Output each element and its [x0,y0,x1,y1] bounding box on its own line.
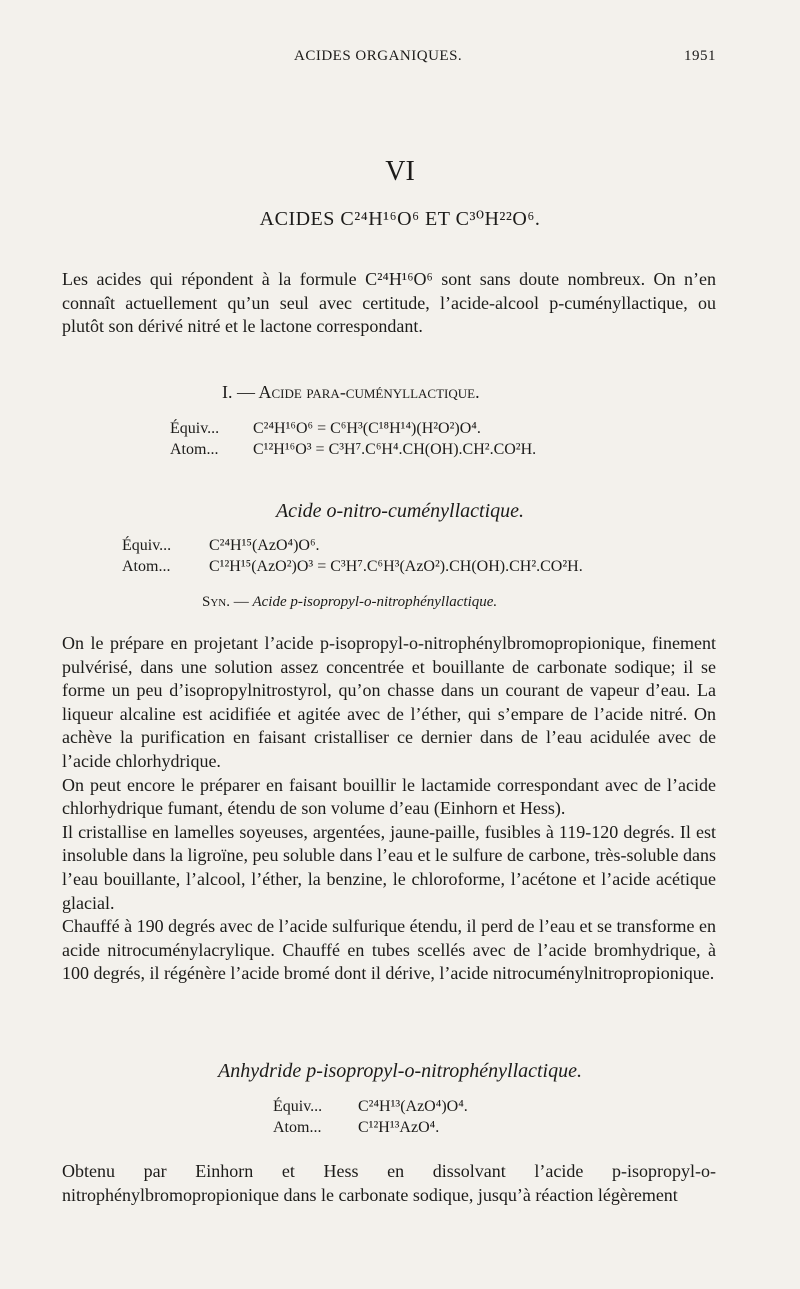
sub2-equiv-formula: C²⁴H¹⁵(AzO⁴)O⁶. [209,537,320,554]
sub1-equiv-formula: C²⁴H¹⁶O⁶ = C⁶H³(C¹⁸H¹⁴)(H²O²)O⁴. [253,420,481,437]
body-text [62,632,716,986]
intro-paragraph: Les acides qui répondent à la formule C²⁴H¹⁶O⁶ sont sans doute nombreux. On n’en connaît actuellement qu’un seul avec certitude, l’acide-alcool p-cuményllactique, ou plutôt son dérivé nitré et le lactone correspondant. [62,269,716,337]
sub3-equiv-label: Équiv... [273,1098,323,1115]
section-numeral: VI [385,156,415,187]
paragraph: On peut encore le préparer en faisant bouillir le lactamide correspondant avec de l’acide chlorhydrique fumant, étendu de son volume d’eau (Einhorn et Hess). [62,774,716,819]
synonym-line [202,594,497,611]
header-title: ACIDES ORGANIQUES. [294,48,463,64]
subsection-1-title: I. — Acide para-cuményllactique. [222,382,480,402]
sub3-atom-label: Atom... [273,1119,322,1136]
final-paragraph: Obtenu par Einhorn et Hess en dissolvant l’acide p-isopropyl-o-nitrophénylbromopropionique dans le carbonate sodique, jusqu’à réaction légèrement [62,1161,716,1205]
paragraph: Il cristallise en lamelles soyeuses, argentées, jaune-paille, fusibles à 119-120 degrés. Il est insoluble dans la ligroïne, peu soluble dans l’eau et le sulfure de carbone, très-soluble dans l’eau bouillante, l’alcool, l’éther, la benzine, le chloroforme, l’acétone et l’acide acétique glacial. [62,821,716,913]
sub2-atom-formula: C¹²H¹⁵(AzO²)O³ = C³H⁷.C⁶H³(AzO²).CH(OH).CH².CO²H. [209,558,583,575]
synonym-text: Acide p-isopropyl-o-nitrophényllactique. [252,594,498,610]
synonym-label: Syn. — [202,594,249,610]
sub1-equiv-label: Équiv... [170,420,220,437]
page-number: 1951 [684,48,716,64]
sub2-atom-label: Atom... [122,558,171,575]
sub1-atom-formula: C¹²H¹⁶O³ = C³H⁷.C⁶H⁴.CH(OH).CH².CO²H. [253,441,537,458]
section-title: ACIDES C²⁴H¹⁶O⁶ ET C³⁰H²²O⁶. [259,208,541,230]
sub2-equiv-label: Équiv... [122,537,172,554]
sub3-equiv-formula: C²⁴H¹³(AzO⁴)O⁴. [358,1098,468,1115]
sub1-atom-label: Atom... [170,441,219,458]
subsection-2-title: Acide o-nitro-cuményllactique. [275,500,525,522]
subsection-3-title: Anhydride p-isopropyl-o-nitrophényllactique. [218,1060,582,1082]
sub3-atom-formula: C¹²H¹³AzO⁴. [358,1119,440,1136]
paragraph: On le prépare en projetant l’acide p-isopropyl-o-nitrophénylbromopropionique, finement pulvérisé, dans une solution assez concentrée et bouillante de carbonate sodique; il se forme un peu d’isopropylnitrostyrol, qu’on chasse dans un courant de vapeur d’eau. La liqueur alcaline est acidifiée et agitée avec de l’éther, qui s’empare de l’acide nitré. On achève la purification en faisant cristalliser ce dernier dans de l’eau acidulée avec de l’acide chlorhydrique. [62,633,716,771]
paragraph: Chauffé à 190 degrés avec de l’acide sulfurique étendu, il perd de l’eau et se transforme en acide nitrocuménylacrylique. Chauffé en tubes scellés avec de l’acide bromhydrique, à 100 degrés, il régénère l’acide bromé dont il dérive, l’acide nitrocuménylnitropropionique. [62,916,716,984]
